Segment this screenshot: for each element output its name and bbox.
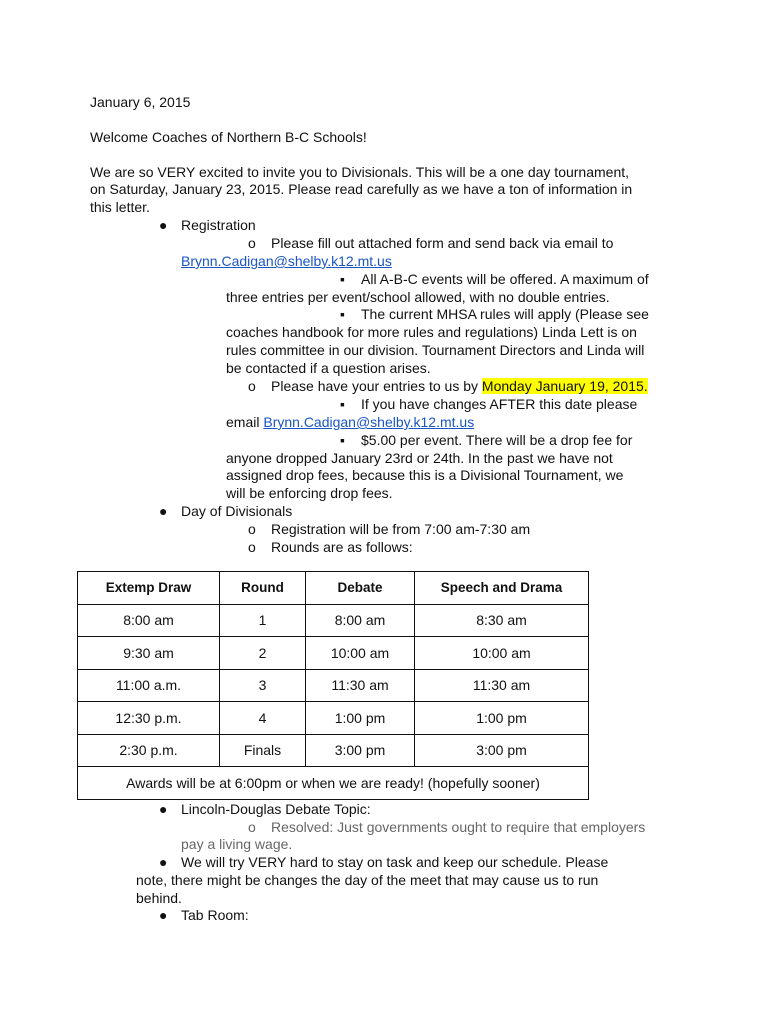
header-extemp-draw: Extemp Draw [78,572,220,605]
sub-bullet-icon: o [248,378,256,394]
square-bullet-icon: ▪ [340,432,345,448]
bullet-icon: ● [159,854,168,870]
rules-text: be contacted if a question arises. [226,360,431,376]
cell-debate: 3:00 pm [306,734,415,767]
deadline-line [271,377,648,395]
sub-bullet-icon: o [248,235,256,251]
registration-time: Registration will be from 7:00 am-7:30 am [271,521,531,537]
cell-debate: 8:00 am [306,604,415,637]
cell-round: 1 [220,604,306,637]
header-debate: Debate [306,572,415,605]
deadline-date: Monday January 19, 2015. [481,378,648,394]
ld-topic: pay a living wage. [181,836,293,852]
table-row [78,734,589,767]
intro-line: We are so VERY excited to invite you to Divisionals. This will be a one day tournament, [90,164,630,180]
fee-text: assigned drop fees, because this is a Divisional Tournament, we [226,467,624,483]
cell-speech-drama: 11:30 am [415,669,589,702]
sub-bullet-icon: o [248,539,256,555]
cell-speech-drama: 1:00 pm [415,702,589,735]
registration-heading: Registration [181,217,256,233]
sub-bullet-icon: o [248,521,256,537]
schedule-note: behind. [136,890,182,906]
rounds-intro: Rounds are as follows: [271,539,413,555]
ld-heading: Lincoln-Douglas Debate Topic: [181,801,371,817]
day-heading: Day of Divisionals [181,503,293,519]
registration-form-text: Please fill out attached form and send back via email to [271,235,614,251]
bullet-icon: ● [159,801,168,817]
table-header-row [78,572,589,605]
cell-extemp-draw: 8:00 am [78,604,220,637]
cell-debate: 1:00 pm [306,702,415,735]
cell-round: 2 [220,637,306,670]
table-row [78,604,589,637]
awards-note: Awards will be at 6:00pm or when we are ready! (hopefully sooner) [78,767,589,800]
cell-round: 3 [220,669,306,702]
cell-debate: 10:00 am [306,637,415,670]
header-speech-drama: Speech and Drama [415,572,589,605]
bullet-icon: ● [159,217,168,233]
bullet-icon: ● [159,503,168,519]
fee-text: anyone dropped January 23rd or 24th. In the past we have not [226,450,613,466]
greeting: Welcome Coaches of Northern B-C Schools! [90,129,367,145]
cell-round: Finals [220,734,306,767]
events-text: All A-B-C events will be offered. A maximum of [361,271,649,287]
deadline-text: Please have your entries to us by [271,378,479,394]
changes-text: If you have changes AFTER this date please [361,396,638,412]
cell-extemp-draw: 9:30 am [78,637,220,670]
schedule-note: We will try VERY hard to stay on task and keep our schedule. Please [181,854,609,870]
cell-round: 4 [220,702,306,735]
events-text: three entries per event/school allowed, with no double entries. [226,289,610,305]
square-bullet-icon: ▪ [340,306,345,322]
schedule-table [77,571,589,800]
fee-text: will be enforcing drop fees. [226,485,393,501]
intro-line: on Saturday, January 23, 2015. Please read carefully as we have a ton of information in [90,181,633,197]
changes-text: email [226,414,260,430]
square-bullet-icon: ▪ [340,271,345,287]
fee-text: $5.00 per event. There will be a drop fee for [361,432,633,448]
cell-speech-drama: 8:30 am [415,604,589,637]
cell-extemp-draw: 12:30 p.m. [78,702,220,735]
cell-debate: 11:30 am [306,669,415,702]
changes-line [226,413,474,431]
cell-extemp-draw: 2:30 p.m. [78,734,220,767]
tab-room-heading: Tab Room: [181,907,249,923]
cell-extemp-draw: 11:00 a.m. [78,669,220,702]
schedule-note: note, there might be changes the day of the meet that may cause us to run [136,872,599,888]
table-row [78,669,589,702]
bullet-icon: ● [159,907,168,923]
sub-bullet-icon: o [248,819,256,835]
rules-text: coaches handbook for more rules and regulations) Linda Lett is on [226,324,637,340]
square-bullet-icon: ▪ [340,396,345,412]
table-row [78,702,589,735]
registration-email-link[interactable]: Brynn.Cadigan@shelby.k12.mt.us [181,253,392,269]
table-row [78,637,589,670]
changes-email-link[interactable]: Brynn.Cadigan@shelby.k12.mt.us [263,414,475,430]
ld-topic: Resolved: Just governments ought to require that employers [271,819,646,835]
letter-date: January 6, 2015 [90,94,191,110]
rules-text: rules committee in our division. Tournament Directors and Linda will [226,342,645,358]
cell-speech-drama: 3:00 pm [415,734,589,767]
header-round: Round [220,572,306,605]
rules-text: The current MHSA rules will apply (Please see [361,306,649,322]
intro-line: this letter. [90,199,150,215]
table-footer-row [78,767,589,800]
cell-speech-drama: 10:00 am [415,637,589,670]
